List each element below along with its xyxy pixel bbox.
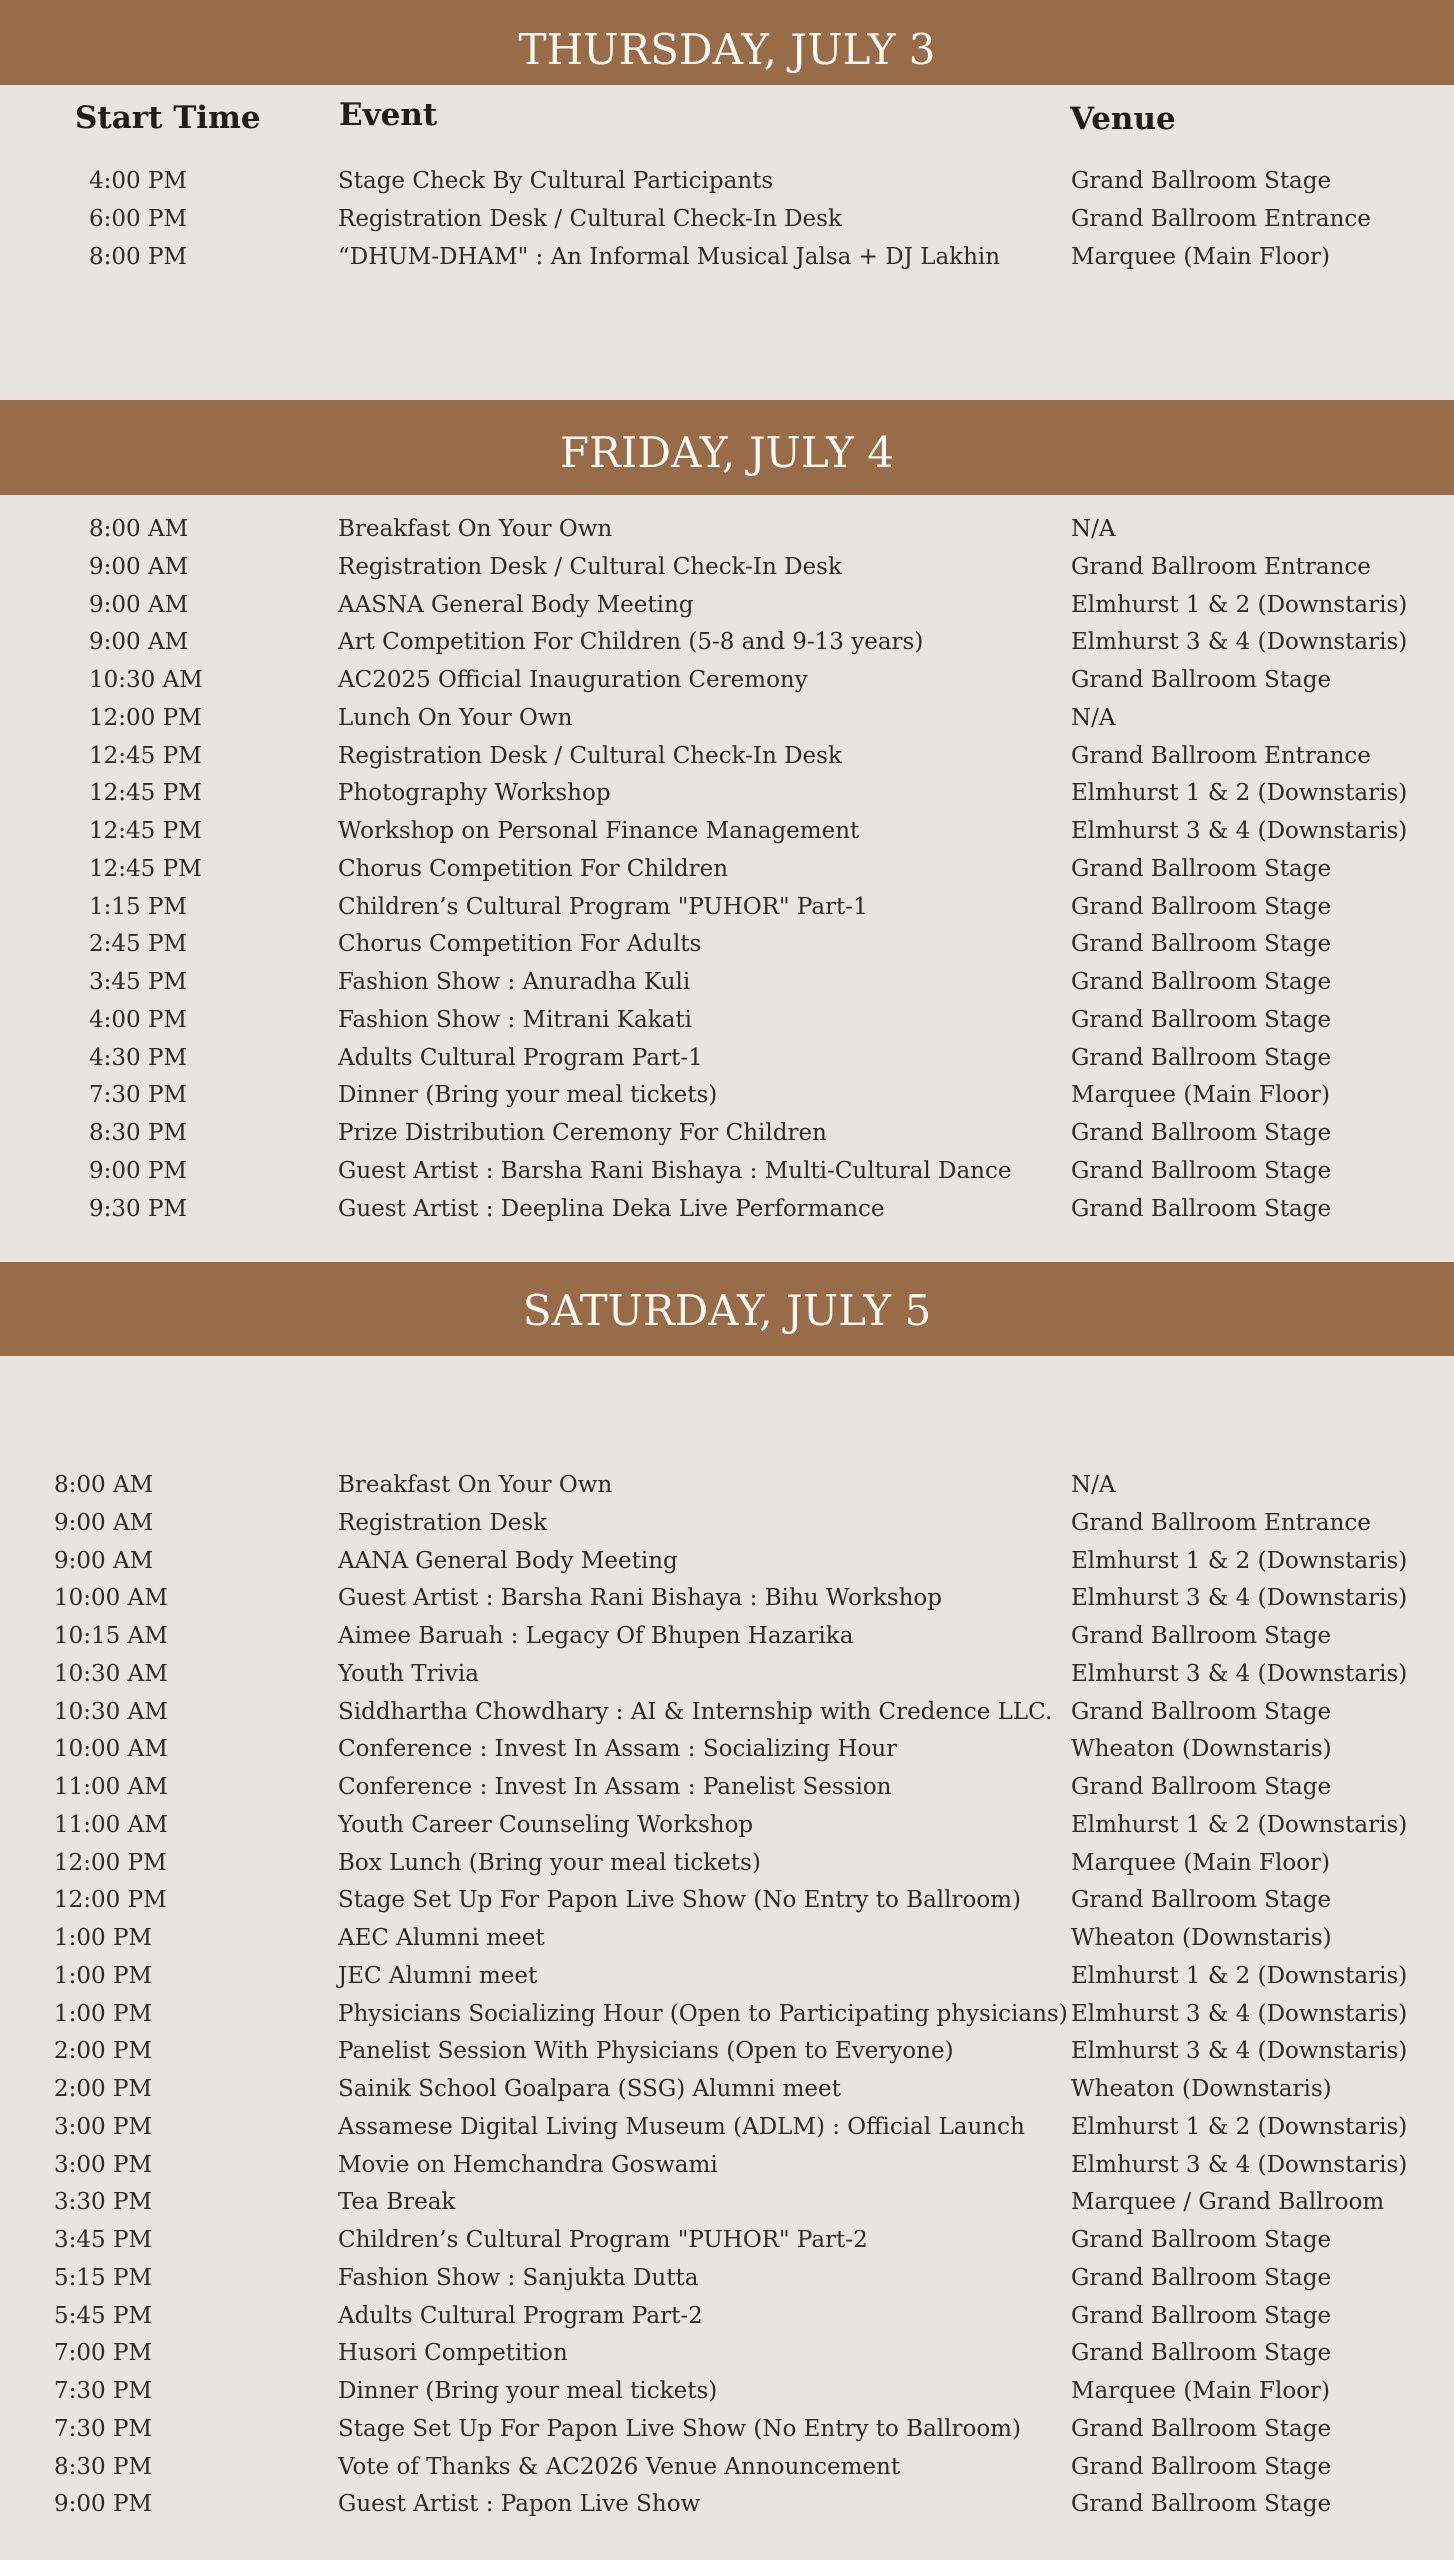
saturday-schedule bbox=[0, 1467, 1454, 2524]
schedule-row bbox=[0, 1656, 1454, 1694]
schedule-row bbox=[0, 511, 1454, 549]
schedule-row bbox=[0, 1845, 1454, 1883]
row-event: Prize Distribution Ceremony For Children bbox=[338, 1120, 827, 1146]
row-time: 10:00 AM bbox=[54, 1736, 168, 1763]
row-time: 12:00 PM bbox=[54, 1849, 167, 1876]
row-time: 11:00 AM bbox=[54, 1774, 168, 1800]
row-time: 10:30 AM bbox=[54, 1660, 168, 1687]
schedule-row bbox=[0, 163, 1454, 201]
schedule-row bbox=[0, 1996, 1454, 2034]
row-event: Stage Check By Cultural Participants bbox=[338, 168, 774, 194]
row-event: Tea Break bbox=[338, 2189, 456, 2216]
row-event: AEC Alumni meet bbox=[338, 1925, 545, 1951]
row-event: Physicians Socializing Hour (Open to Participating physicians) bbox=[338, 2000, 1068, 2027]
row-event: AC2025 Official Inauguration Ceremony bbox=[338, 667, 808, 693]
row-time: 3:30 PM bbox=[54, 2189, 152, 2216]
row-venue: Grand Ballroom Stage bbox=[1071, 2453, 1332, 2480]
row-venue: Elmhurst 3 & 4 (Downstaris) bbox=[1071, 2000, 1408, 2027]
row-time: 5:15 PM bbox=[54, 2264, 152, 2291]
row-venue: Grand Ballroom Entrance bbox=[1071, 742, 1371, 769]
schedule-row bbox=[0, 964, 1454, 1002]
row-time: 9:00 PM bbox=[89, 1157, 187, 1184]
row-venue: Elmhurst 3 & 4 (Downstaris) bbox=[1071, 2038, 1408, 2065]
row-event: Youth Career Counseling Workshop bbox=[338, 1811, 754, 1838]
row-event: Box Lunch (Bring your meal tickets) bbox=[338, 1849, 761, 1876]
row-event: Guest Artist : Deeplina Deka Live Performance bbox=[338, 1195, 885, 1222]
row-event: Breakfast On Your Own bbox=[338, 516, 613, 542]
row-event: Youth Trivia bbox=[338, 1660, 479, 1687]
row-event: Dinner (Bring your meal tickets) bbox=[338, 1082, 718, 1109]
schedule-row bbox=[0, 1153, 1454, 1191]
row-venue: N/A bbox=[1071, 516, 1116, 542]
row-venue: Grand Ballroom Stage bbox=[1071, 2264, 1332, 2291]
row-event: Adults Cultural Program Part-2 bbox=[338, 2302, 703, 2329]
schedule-row bbox=[0, 2147, 1454, 2185]
row-event: Guest Artist : Barsha Rani Bishaya : Bihu Workshop bbox=[338, 1585, 942, 1612]
row-event: JEC Alumni meet bbox=[338, 1962, 538, 1989]
schedule-row bbox=[0, 2071, 1454, 2109]
schedule-row bbox=[0, 1040, 1454, 1078]
row-time: 3:45 PM bbox=[54, 2227, 152, 2253]
row-venue: Grand Ballroom Stage bbox=[1071, 2415, 1332, 2442]
row-venue: N/A bbox=[1071, 1472, 1116, 1498]
schedule-row bbox=[0, 1807, 1454, 1845]
row-time: 5:45 PM bbox=[54, 2302, 152, 2329]
row-venue: Grand Ballroom Stage bbox=[1071, 1887, 1332, 1914]
schedule-row bbox=[0, 738, 1454, 776]
schedule-row bbox=[0, 1115, 1454, 1153]
schedule-row bbox=[0, 2449, 1454, 2487]
row-event: Guest Artist : Barsha Rani Bishaya : Multi-Cultural Dance bbox=[338, 1157, 1012, 1184]
day-banner-friday bbox=[0, 400, 1454, 495]
schedule-row bbox=[0, 2411, 1454, 2449]
row-venue: Grand Ballroom Stage bbox=[1071, 2340, 1332, 2367]
row-venue: Marquee (Main Floor) bbox=[1071, 1082, 1331, 1109]
schedule-row bbox=[0, 889, 1454, 927]
row-event: Stage Set Up For Papon Live Show (No Entry to Ballroom) bbox=[338, 1887, 1021, 1914]
row-event: Fashion Show : Sanjukta Dutta bbox=[338, 2264, 699, 2291]
row-time: 9:00 AM bbox=[89, 591, 189, 618]
schedule-row bbox=[0, 851, 1454, 889]
row-venue: Grand Ballroom Stage bbox=[1071, 969, 1332, 995]
row-time: 9:00 PM bbox=[54, 2491, 152, 2518]
schedule-row bbox=[0, 1580, 1454, 1618]
row-time: 9:00 AM bbox=[54, 1509, 154, 1536]
header-event: Event bbox=[339, 97, 438, 133]
schedule-row bbox=[0, 1191, 1454, 1229]
row-event: Registration Desk / Cultural Check-In Desk bbox=[338, 742, 842, 769]
row-event: Lunch On Your Own bbox=[338, 704, 573, 731]
row-venue: Elmhurst 1 & 2 (Downstaris) bbox=[1071, 780, 1408, 807]
row-venue: Wheaton (Downstaris) bbox=[1071, 2076, 1332, 2102]
row-venue: Grand Ballroom Stage bbox=[1071, 1698, 1332, 1725]
row-venue: Elmhurst 1 & 2 (Downstaris) bbox=[1071, 1811, 1408, 1838]
row-event: Adults Cultural Program Part-1 bbox=[338, 1044, 703, 1071]
row-venue: Grand Ballroom Stage bbox=[1071, 1195, 1332, 1222]
schedule-row bbox=[0, 1958, 1454, 1996]
header-start-time: Start Time bbox=[75, 100, 261, 136]
day-title: FRIDAY, JULY 4 bbox=[560, 428, 894, 477]
row-time: 4:30 PM bbox=[89, 1044, 187, 1071]
row-time: 8:30 PM bbox=[54, 2453, 152, 2480]
row-time: 2:00 PM bbox=[54, 2038, 152, 2065]
row-time: 2:00 PM bbox=[54, 2076, 152, 2102]
row-venue: Grand Ballroom Stage bbox=[1071, 1120, 1332, 1146]
row-event: Dinner (Bring your meal tickets) bbox=[338, 2378, 718, 2404]
row-event: Art Competition For Children (5-8 and 9-13 years) bbox=[338, 629, 924, 656]
row-event: Children’s Cultural Program "PUHOR" Part-2 bbox=[338, 2227, 868, 2253]
schedule-row bbox=[0, 549, 1454, 587]
schedule-row bbox=[0, 813, 1454, 851]
row-time: 12:45 PM bbox=[89, 818, 202, 844]
row-event: Movie on Hemchandra Goswami bbox=[338, 2151, 718, 2178]
row-time: 9:30 PM bbox=[89, 1195, 187, 1222]
row-time: 12:45 PM bbox=[89, 780, 202, 807]
header-venue: Venue bbox=[1070, 101, 1176, 137]
row-venue: Elmhurst 1 & 2 (Downstaris) bbox=[1071, 591, 1408, 618]
row-time: 4:00 PM bbox=[89, 168, 187, 194]
row-event: Siddhartha Chowdhary : AI & Internship with Credence LLC. bbox=[338, 1698, 1053, 1725]
row-venue: Grand Ballroom Entrance bbox=[1071, 1509, 1371, 1536]
row-time: 7:30 PM bbox=[89, 1082, 187, 1109]
row-event: Workshop on Personal Finance Management bbox=[338, 818, 860, 844]
row-event: Chorus Competition For Children bbox=[338, 855, 729, 882]
row-venue: Grand Ballroom Stage bbox=[1071, 2227, 1332, 2253]
row-event: Breakfast On Your Own bbox=[338, 1472, 613, 1498]
row-event: “DHUM-DHAM" : An Informal Musical Jalsa + DJ Lakhin bbox=[338, 243, 1001, 270]
row-event: Sainik School Goalpara (SSG) Alumni meet bbox=[338, 2076, 841, 2102]
row-venue: Wheaton (Downstaris) bbox=[1071, 1736, 1332, 1763]
friday-schedule bbox=[0, 511, 1454, 1228]
row-venue: Marquee (Main Floor) bbox=[1071, 1849, 1331, 1876]
row-venue: Marquee (Main Floor) bbox=[1071, 2378, 1331, 2404]
row-venue: Grand Ballroom Stage bbox=[1071, 893, 1332, 920]
schedule-row bbox=[0, 587, 1454, 625]
row-venue: N/A bbox=[1071, 704, 1116, 731]
row-event: Registration Desk / Cultural Check-In Desk bbox=[338, 553, 842, 580]
row-time: 1:00 PM bbox=[54, 1962, 152, 1989]
schedule-row bbox=[0, 1543, 1454, 1581]
row-time: 9:00 AM bbox=[89, 629, 189, 656]
schedule-row bbox=[0, 1882, 1454, 1920]
row-time: 8:30 PM bbox=[89, 1120, 187, 1146]
row-event: Fashion Show : Mitrani Kakati bbox=[338, 1006, 693, 1033]
row-venue: Grand Ballroom Stage bbox=[1071, 1044, 1332, 1071]
row-time: 2:45 PM bbox=[89, 931, 187, 958]
schedule-row bbox=[0, 662, 1454, 700]
row-event: Husori Competition bbox=[338, 2340, 568, 2367]
row-time: 10:30 AM bbox=[54, 1698, 168, 1725]
row-event: Children’s Cultural Program "PUHOR" Part-1 bbox=[338, 893, 868, 920]
row-event: Photography Workshop bbox=[338, 780, 611, 807]
row-venue: Grand Ballroom Stage bbox=[1071, 855, 1332, 882]
schedule-row bbox=[0, 1002, 1454, 1040]
row-venue: Wheaton (Downstaris) bbox=[1071, 1925, 1332, 1951]
row-event: Fashion Show : Anuradha Kuli bbox=[338, 969, 691, 995]
row-venue: Elmhurst 1 & 2 (Downstaris) bbox=[1071, 1547, 1408, 1574]
row-time: 12:00 PM bbox=[54, 1887, 167, 1914]
row-time: 4:00 PM bbox=[89, 1006, 187, 1033]
schedule-row bbox=[0, 2260, 1454, 2298]
schedule-row bbox=[0, 1467, 1454, 1505]
row-time: 9:00 AM bbox=[54, 1547, 154, 1574]
row-time: 3:00 PM bbox=[54, 2113, 152, 2140]
row-event: Assamese Digital Living Museum (ADLM) : Official Launch bbox=[338, 2113, 1025, 2140]
day-banner-thursday bbox=[0, 0, 1454, 85]
row-event: Guest Artist : Papon Live Show bbox=[338, 2491, 701, 2518]
schedule-row bbox=[0, 2298, 1454, 2336]
schedule-row bbox=[0, 1618, 1454, 1656]
schedule-row bbox=[0, 1920, 1454, 1958]
row-venue: Elmhurst 3 & 4 (Downstaris) bbox=[1071, 629, 1408, 656]
row-time: 7:30 PM bbox=[54, 2415, 152, 2442]
row-venue: Marquee / Grand Ballroom bbox=[1071, 2189, 1385, 2216]
schedule-row bbox=[0, 1694, 1454, 1732]
schedule-row bbox=[0, 1077, 1454, 1115]
row-time: 10:30 AM bbox=[89, 667, 203, 693]
row-venue: Elmhurst 3 & 4 (Downstaris) bbox=[1071, 2151, 1408, 2178]
row-event: Vote of Thanks & AC2026 Venue Announcement bbox=[338, 2453, 901, 2480]
row-venue: Grand Ballroom Stage bbox=[1071, 931, 1332, 958]
row-event: Registration Desk / Cultural Check-In Desk bbox=[338, 205, 842, 232]
row-time: 8:00 PM bbox=[89, 243, 187, 270]
row-event: Stage Set Up For Papon Live Show (No Entry to Ballroom) bbox=[338, 2415, 1021, 2442]
row-event: AASNA General Body Meeting bbox=[338, 591, 694, 618]
schedule-row bbox=[0, 775, 1454, 813]
row-venue: Grand Ballroom Stage bbox=[1071, 2491, 1332, 2518]
row-time: 10:15 AM bbox=[54, 1623, 168, 1649]
schedule-row bbox=[0, 2184, 1454, 2222]
row-venue: Grand Ballroom Stage bbox=[1071, 1006, 1332, 1033]
day-banner-saturday bbox=[0, 1262, 1454, 1356]
day-title: SATURDAY, JULY 5 bbox=[522, 1286, 932, 1335]
row-time: 7:30 PM bbox=[54, 2378, 152, 2404]
row-venue: Grand Ballroom Stage bbox=[1071, 168, 1332, 194]
row-event: Chorus Competition For Adults bbox=[338, 931, 702, 958]
row-event: Aimee Baruah : Legacy Of Bhupen Hazarika bbox=[338, 1623, 854, 1649]
row-time: 12:45 PM bbox=[89, 742, 202, 769]
schedule-row bbox=[0, 2373, 1454, 2411]
row-time: 1:00 PM bbox=[54, 2000, 152, 2027]
row-event: Conference : Invest In Assam : Socializing Hour bbox=[338, 1736, 898, 1763]
row-time: 11:00 AM bbox=[54, 1811, 168, 1838]
row-venue: Grand Ballroom Entrance bbox=[1071, 205, 1371, 232]
row-time: 1:00 PM bbox=[54, 1925, 152, 1951]
row-time: 10:00 AM bbox=[54, 1585, 168, 1612]
row-venue: Grand Ballroom Stage bbox=[1071, 1157, 1332, 1184]
row-time: 6:00 PM bbox=[89, 205, 187, 232]
row-event: Panelist Session With Physicians (Open to Everyone) bbox=[338, 2038, 954, 2065]
row-venue: Grand Ballroom Stage bbox=[1071, 667, 1332, 693]
row-venue: Elmhurst 1 & 2 (Downstaris) bbox=[1071, 1962, 1408, 1989]
schedule-row bbox=[0, 1769, 1454, 1807]
schedule-row bbox=[0, 2222, 1454, 2260]
row-time: 8:00 AM bbox=[54, 1472, 154, 1498]
row-time: 9:00 AM bbox=[89, 553, 189, 580]
schedule-row bbox=[0, 1505, 1454, 1543]
row-time: 7:00 PM bbox=[54, 2340, 152, 2367]
row-venue: Grand Ballroom Stage bbox=[1071, 1774, 1332, 1800]
row-event: Conference : Invest In Assam : Panelist Session bbox=[338, 1774, 892, 1800]
row-time: 3:00 PM bbox=[54, 2151, 152, 2178]
row-event: Registration Desk bbox=[338, 1509, 548, 1536]
row-venue: Elmhurst 1 & 2 (Downstaris) bbox=[1071, 2113, 1408, 2140]
row-time: 12:45 PM bbox=[89, 855, 202, 882]
row-venue: Marquee (Main Floor) bbox=[1071, 243, 1331, 270]
row-venue: Grand Ballroom Entrance bbox=[1071, 553, 1371, 580]
schedule-row bbox=[0, 2109, 1454, 2147]
row-venue: Grand Ballroom Stage bbox=[1071, 2302, 1332, 2329]
row-venue: Elmhurst 3 & 4 (Downstaris) bbox=[1071, 818, 1408, 844]
row-venue: Elmhurst 3 & 4 (Downstaris) bbox=[1071, 1660, 1408, 1687]
schedule-row bbox=[0, 2335, 1454, 2373]
row-time: 1:15 PM bbox=[89, 893, 187, 920]
thursday-schedule bbox=[0, 163, 1454, 276]
row-time: 8:00 AM bbox=[89, 516, 189, 542]
schedule-row bbox=[0, 239, 1454, 277]
row-venue: Elmhurst 3 & 4 (Downstaris) bbox=[1071, 1585, 1408, 1612]
schedule-row bbox=[0, 624, 1454, 662]
schedule-row bbox=[0, 201, 1454, 239]
schedule-row bbox=[0, 1731, 1454, 1769]
schedule-row bbox=[0, 926, 1454, 964]
schedule-row bbox=[0, 2486, 1454, 2524]
row-event: AANA General Body Meeting bbox=[338, 1547, 678, 1574]
row-time: 12:00 PM bbox=[89, 704, 202, 731]
schedule-row bbox=[0, 2033, 1454, 2071]
day-title: THURSDAY, JULY 3 bbox=[518, 25, 936, 74]
schedule-row bbox=[0, 700, 1454, 738]
row-time: 3:45 PM bbox=[89, 969, 187, 995]
row-venue: Grand Ballroom Stage bbox=[1071, 1623, 1332, 1649]
